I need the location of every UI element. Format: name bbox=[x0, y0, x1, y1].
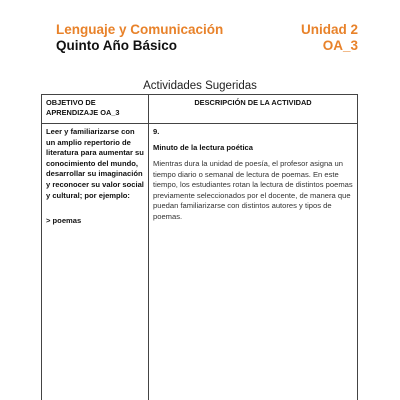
activity-number: 9. bbox=[153, 127, 160, 136]
activities-table bbox=[41, 94, 358, 400]
subject-title: Lenguaje y Comunicación bbox=[56, 22, 224, 37]
section-title: Actividades Sugeridas bbox=[143, 80, 257, 92]
column-divider bbox=[148, 95, 149, 400]
header-row-divider bbox=[42, 123, 357, 124]
activity-description: Mientras dura la unidad de poesía, el profesor asigna un tiempo diario o semanal de lectura de poemas. En este tiempo, los estudiantes rotan la lectura de distintos poemas previamente seleccionados por el docente, de manera que puedan familiarizarse con distintos autores y tipos de poemas. bbox=[153, 159, 353, 221]
header-left bbox=[56, 22, 223, 54]
activity-title: Minuto de la lectura poética bbox=[153, 143, 254, 152]
unit-label: Unidad 2 bbox=[300, 22, 358, 37]
grade-title: Quinto Año Básico bbox=[56, 38, 177, 53]
oa-label: OA_3 bbox=[322, 38, 358, 53]
objective-item: > poemas bbox=[46, 216, 82, 225]
objective-column-header: OBJETIVO DE APRENDIZAJE OA_3 bbox=[46, 98, 120, 117]
header-right bbox=[301, 22, 358, 54]
description-column-header: DESCRIPCIÓN DE LA ACTIVIDAD bbox=[194, 98, 312, 107]
objective-text: Leer y familiarizarse con un amplio repertorio de literatura para aumentar su conocimiento del mundo, desarrollar su imaginación y reconocer su valor social y cultural; por ejemplo: bbox=[46, 127, 144, 200]
